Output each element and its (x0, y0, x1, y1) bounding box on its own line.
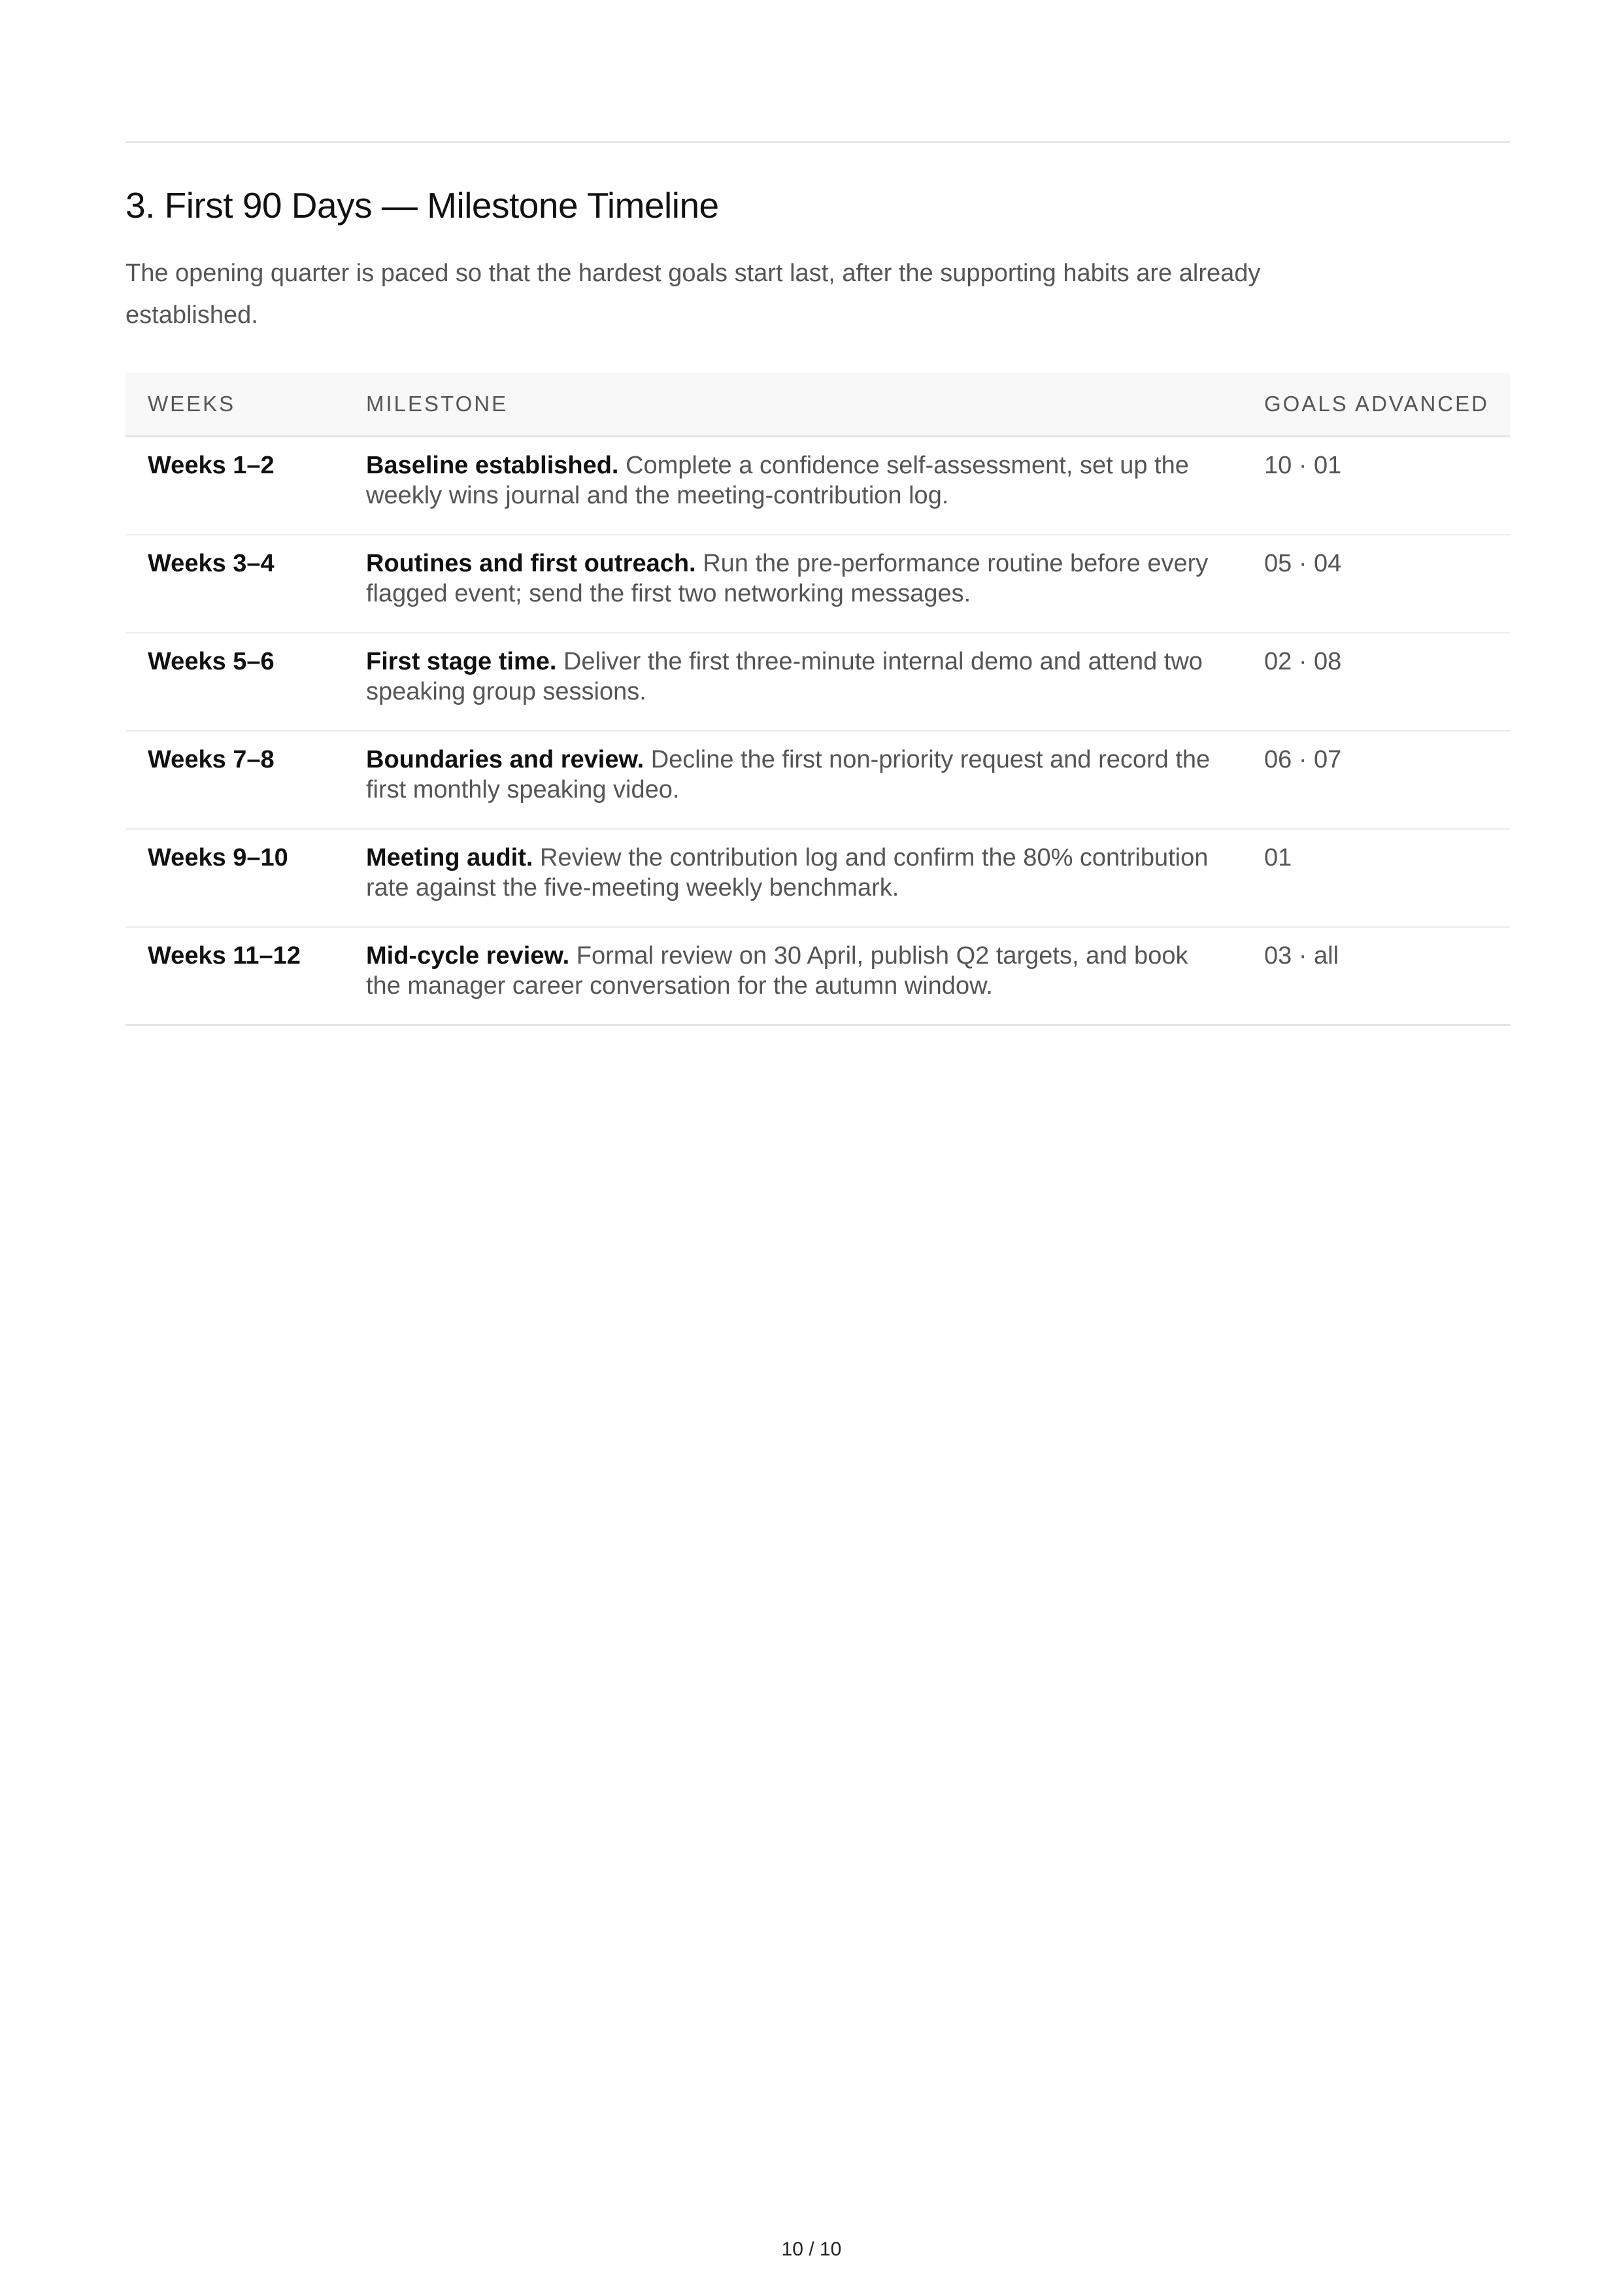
row-goals: 01 (1242, 829, 1510, 927)
milestone-detail: Complete a confidence self-assessment, set up the weekly wins journal and the meeting-contribution log. (366, 452, 1189, 509)
row-goals: 05 · 04 (1242, 535, 1510, 633)
milestone-table (125, 373, 1510, 1026)
milestone-lead: First stage time. (366, 647, 557, 675)
row-milestone (344, 927, 1242, 1025)
row-milestone (344, 633, 1242, 731)
row-milestone (344, 437, 1242, 535)
table-row (125, 927, 1510, 1025)
section-intro: The opening quarter is paced so that the hardest goals start last, after the supporting habits are already established. (125, 260, 1261, 329)
row-weeks: Weeks 9–10 (125, 829, 344, 927)
milestone-detail: Run the pre-performance routine before every flagged event; send the first two networking messages. (366, 549, 1209, 607)
page-number: 10 / 10 (781, 2238, 842, 2260)
table-row (125, 829, 1510, 927)
row-weeks: Weeks 5–6 (125, 633, 344, 731)
top-divider (125, 141, 1510, 143)
row-weeks: Weeks 7–8 (125, 731, 344, 829)
milestone-lead: Boundaries and review. (366, 745, 644, 773)
table-header-row (125, 373, 1510, 437)
row-weeks: Weeks 11–12 (125, 927, 344, 1025)
milestone-detail: Review the contribution log and confirm the 80% contribution rate against the five-meeting weekly benchmark. (366, 843, 1209, 902)
milestone-detail: Decline the first non-priority request and record the first monthly speaking video. (366, 745, 1211, 803)
row-milestone (344, 829, 1242, 927)
milestone-lead: Meeting audit. (366, 843, 533, 871)
section-title: 3. First 90 Days — Milestone Timeline (125, 185, 719, 226)
milestone-lead: Baseline established. (366, 452, 619, 479)
row-milestone (344, 731, 1242, 829)
row-milestone (344, 535, 1242, 633)
milestone-detail: Deliver the first three-minute internal demo and attend two speaking group sessions. (366, 647, 1203, 705)
table-row (125, 535, 1510, 633)
header-milestone: MILESTONE (344, 373, 1242, 437)
milestone-lead: Routines and first outreach. (366, 549, 696, 577)
row-goals: 03 · all (1242, 927, 1510, 1025)
table-row (125, 731, 1510, 829)
table-row (125, 437, 1510, 535)
row-goals: 10 · 01 (1242, 437, 1510, 535)
table-row (125, 633, 1510, 731)
row-weeks: Weeks 3–4 (125, 535, 344, 633)
row-goals: 02 · 08 (1242, 633, 1510, 731)
milestone-lead: Mid-cycle review. (366, 941, 570, 970)
header-goals-advanced: GOALS ADVANCED (1242, 373, 1510, 437)
row-weeks: Weeks 1–2 (125, 437, 344, 535)
row-goals: 06 · 07 (1242, 731, 1510, 829)
header-weeks: WEEKS (125, 373, 344, 437)
milestone-detail: Formal review on 30 April, publish Q2 targets, and book the manager career conversation for the autumn window. (366, 941, 1188, 1000)
